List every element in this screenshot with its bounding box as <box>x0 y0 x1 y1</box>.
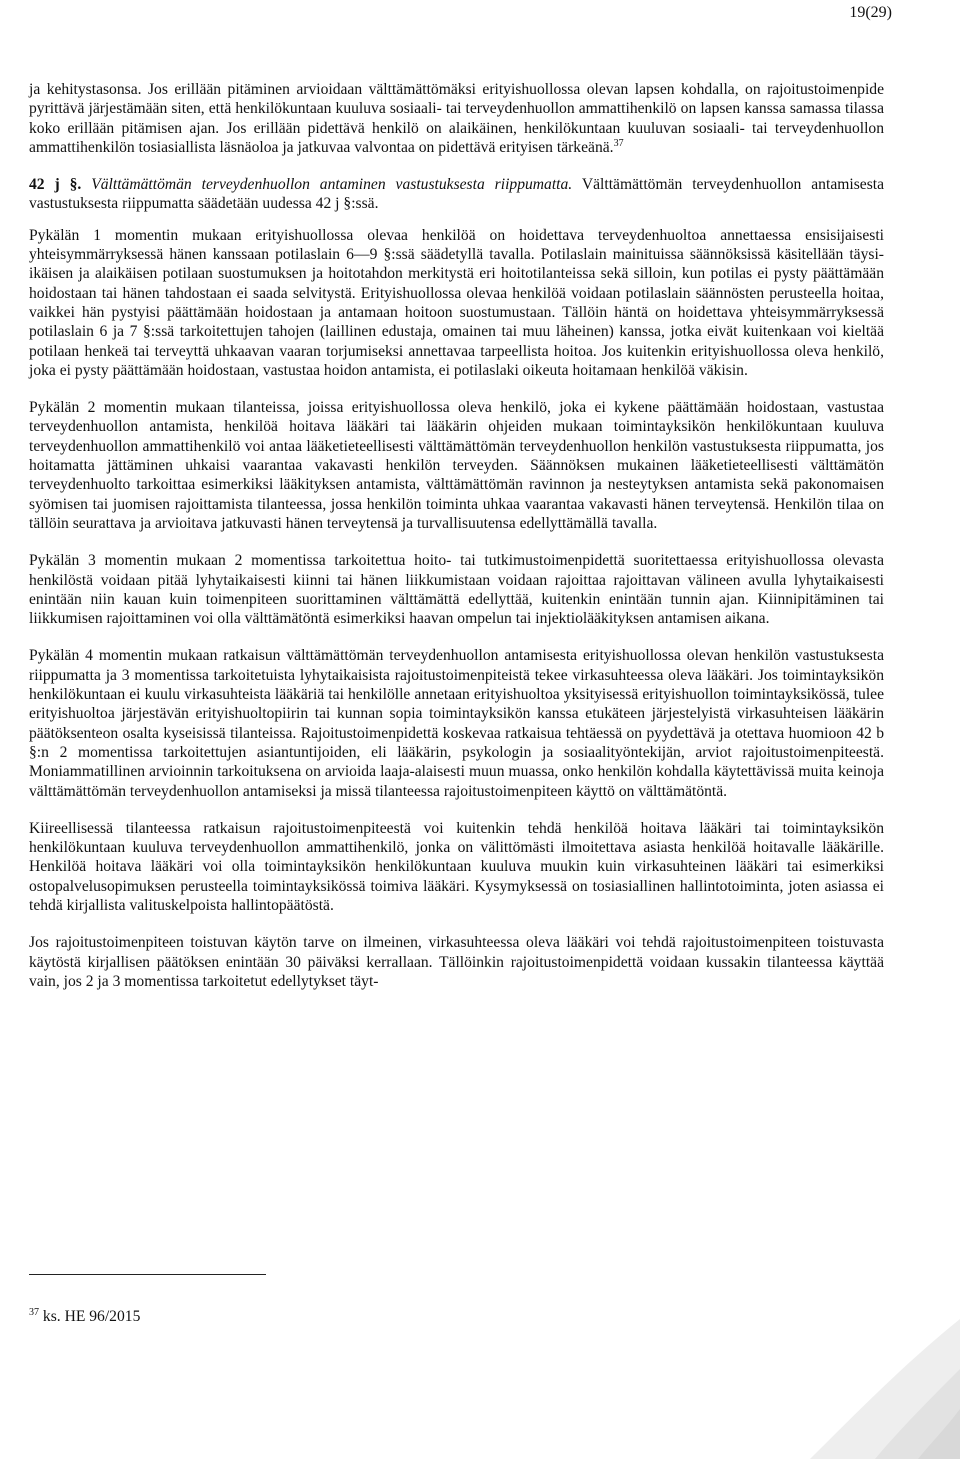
section-title: Välttämättömän terveydenhuollon antaminen vastustuksesta riippumatta. <box>91 176 573 194</box>
document-body <box>29 80 884 1009</box>
section-42j <box>29 175 884 214</box>
paragraph: Kiireellisessä tilanteessa ratkaisun rajoitustoimenpiteestä voi kuitenkin tehdä henkilöä hoitava lääkäri tai toimintayksikön henkilökuntaan kuuluva terveydenhuollon ammattihenkilö, jonka on välittömästi ilmoitettava asiasta henkilöä hoitavalle lääkärille. Henkilöä hoitava lääkäri voi olla toimintayksikön henkilökuntaan kuuluva muukin kuin virkasuhteinen lääkäri tai esimerkiksi ostopalvelusopimuksen perusteella toimintayksikössä toimiva lääkäri. Kysymyksessä on tosiasiallinen hallintotoiminta, joten asiassa ei tehdä kirjallista valituskelpoista hallintopäätöstä. <box>29 819 884 914</box>
paragraph-intro <box>29 80 884 157</box>
footnote-reference: 37 <box>613 137 624 149</box>
section-number: 42 j §. <box>29 176 82 194</box>
paragraph: Pykälän 1 momentin mukaan erityishuollossa olevaa henkilöä on hoidettava terveydenhuoltoa annettaessa ensisijaisesti yhteisymmärryksessä hänen kanssaan potilaslain 6—9 §:ssä säädetyllä tavalla. Potilaslain mainituissa säännöksissä käsitellään täysi-ikäisen ja alaikäisen potilaan suostumuksen ja hoitotahdon merkitystä eri hoitotilanteissa sekä silloin, kun potilas ei pysty päättämään hoidostaan tai hänen tahdostaan ei saada selvitystä. Erityishuollossa olevaa henkilöä voidaan potilaslain säännösten perusteella hoitaa, vaikkei hän pystyisi päättämään hoidostaan ja antamaan hoitoon suostumustaan. Tällöin häntä on hoidettava yhteisymmärryksessä potilaslain 6 ja 7 §:ssä tarkoitettujen tahojen (laillinen edustaja, omainen tai muu läheinen) kanssa, jotka eivät kuitenkaan voi kieltää potilaan henkeä tai terveyttä uhkaavan vaaran torjumiseksi annettavaa tarpeellista hoitoa. Jos kuitenkin erityishuollossa oleva henkilö, joka ei pysty päättämään hoidostaan, vastustaa hoidon antamista, ei potilaslaki oikeuta hoitamaan henkilöä väkisin. <box>29 226 884 379</box>
paragraph-text: ja kehitystasonsa. Jos erillään pitäminen arvioidaan välttämättömäksi erityishuollossa olevan lapsen kohdalla, on rajoitustoimenpide pyrittävä järjestämään siten, että henkilökuntaan kuuluva sosiaali- tai terveydenhuollon ammattihenkilö on lapsen kanssa samassa tilassa koko erillään pitämisen ajan. Jos erillään pidettävä henkilö on alaikäinen, henkilökuntaan kuuluvan sosiaali- tai terveydenhuollon ammattihenkilön tosiasiallista läsnäoloa ja jatkuvaa valvontaa on pidettävä erityisen tärkeänä. <box>29 81 884 156</box>
footnote-number: 37 <box>29 1307 39 1318</box>
section-text: Välttämättömän terveydenhuollon antamisesta vastustuksesta riippumatta säädetään uudessa 42 j §:ssä. <box>29 176 885 213</box>
page-curl-watermark-icon <box>660 1279 960 1459</box>
footnote-divider <box>29 1274 266 1275</box>
page-number: 19(29) <box>849 4 892 21</box>
paragraph: Pykälän 3 momentin mukaan 2 momentissa tarkoitettua hoito- tai tutkimustoimenpidettä suoritettaessa erityishuollossa olevasta henkilöstä voidaan pitää lyhytaikaisesti kiinni tai hänen liikkumistaan voidaan rajoittaa rajoittavan välineen avulla lyhytaikaisesti enintään niin kauan kuin toimenpiteen suorittaminen välttämättä edellyttää, kuitenkin enintään tunnin ajan. Kiinnipitäminen tai liikkumisen rajoittaminen voi olla välttämätöntä esimerkiksi haavan ompelun tai injektiolääkityksen antamisen aikana. <box>29 552 884 628</box>
paragraph: Jos rajoitustoimenpiteen toistuvan käytön tarve on ilmeinen, virkasuhteessa oleva lääkäri voi tehdä rajoitustoimenpiteen toistuvasta käytöstä kirjallisen päätöksen enintään 30 päiväksi kerrallaan. Tällöinkin rajoitustoimenpidettä voidaan kussakin tilanteessa käyttää vain, jos 2 ja 3 momentissa tarkoitetut edellytykset täyt- <box>29 934 884 990</box>
paragraph: Pykälän 4 momentin mukaan ratkaisun välttämättömän terveydenhuollon antamisesta erityishuollossa olevan henkilön vastustuksesta riippumatta ja 3 momentissa tarkoitetuista lyhytaikaisista rajoitustoimenpiteistä tekee virkasuhteessa oleva lääkäri. Jos toimintayksikön henkilökuntaan ei kuulu virkasuhteista lääkäriä tai henkilölle annetaan erityishuoltoa yksityisessä erityishuollon toimintayksikössä, tulee erityishuoltoa järjestävän erityishuoltopiirin tai kunnan sopia toimintayksikön kanssa etukäteen järjestelyistä virkasuhteisen lääkärin päätöksenteon osalta kyseisissä tilanteissa. Rajoitustoimenpidettä koskevaa ratkaisua tehtäessä on pyydettävä ja otettava huomioon 42 b §:n 2 momentissa tarkoitettujen asiantuntijoiden, eli lääkärin, psykologin ja sosiaalityöntekijän, arviot rajoitustoimenpiteestä. Moniammatillinen arvioinnin tarkoituksena on arvioida laaja-alaisesti muun muassa, onko henkilön kohdalla käytettävissä muita keinoja välttämättömän terveydenhuollon antamiseksi ja missä tilanteessa rajoitustoimenpiteen käyttö on välttämätöntä. <box>29 647 884 800</box>
paragraph: Pykälän 2 momentin mukaan tilanteissa, joissa erityishuollossa oleva henkilö, joka ei kykene päättämään hoidostaan, vastustaa terveydenhuollon antamista, henkilöä hoitava lääkäri tai lääkärin ohjeiden mukaan toimintayksikön henkilökuntaan kuuluva terveydenhuollon ammattihenkilö voi antaa lääketieteellisesti välttämättömän terveydenhuollon henkilön vastustuksesta riippumatta, jos hoitamatta jättäminen uhkaisi vaarantaa vakavasti henkilön terveyden. Säännöksen mukainen lääketieteellisesti välttämätön terveydenhuolto tarkoittaa esimerkiksi lääkityksen antamista, välttämättömän ravinnon ja nesteytyksen antamista sekä pakonomaisen syömisen tai juomisen rajoittamista tilanteessa, jossa henkilön toiminta uhkaa vaarantaa vakavasti hänen terveytensä. Henkilön tilaa on tällöin seurattava ja arvioitava jatkuvasti hänen terveytensä ja turvallisuutensa edellyttämällä tavalla. <box>29 399 884 532</box>
footnote-text: ks. HE 96/2015 <box>42 1308 141 1325</box>
footnote <box>29 1307 140 1326</box>
